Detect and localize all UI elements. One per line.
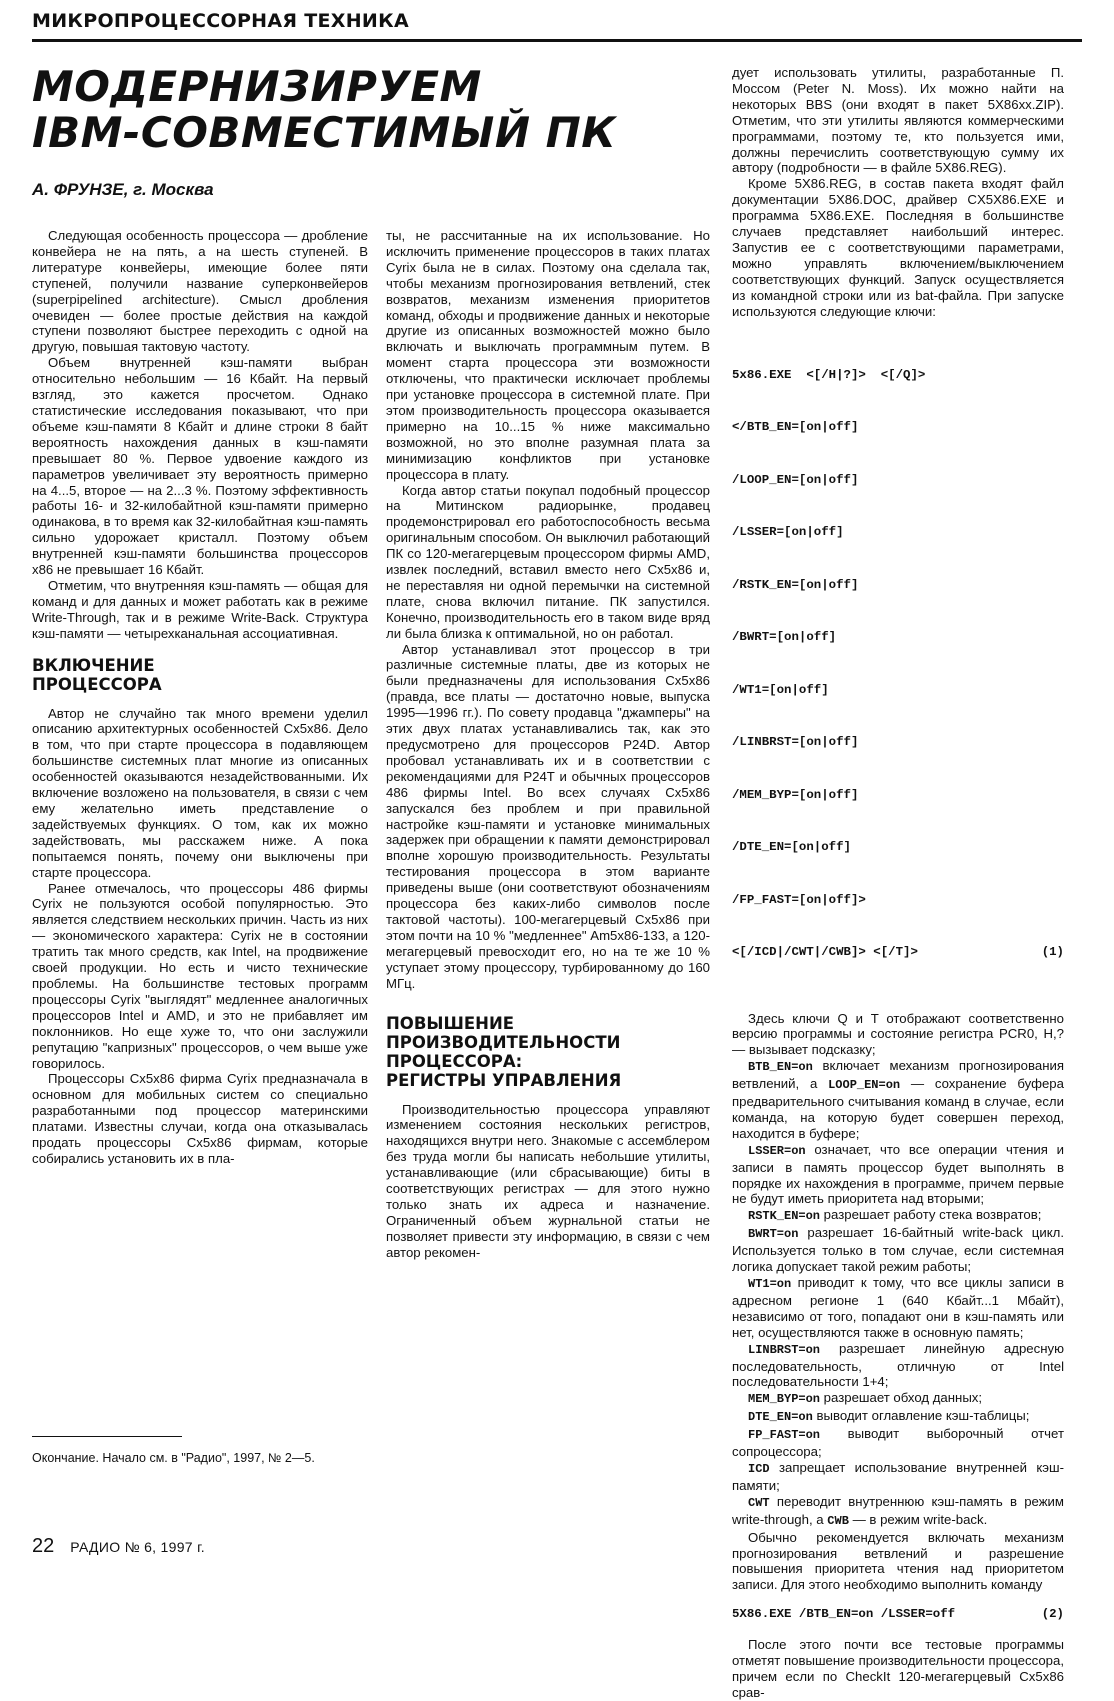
- page-header: [32, 10, 1082, 42]
- code-line: /LINBRST=[on|off]: [732, 735, 859, 749]
- paragraph: Автор не случайно так много времени уделил описанию архитектурных особенностей Cx5x86. Дело в том, что при старте процессора в подавляющем большинстве системных плат многие из описанных особенностей оказываются незадействованными. Их включение возложено на пользователя, в связи с чем ему желательно иметь представление о задействуемых функциях. О том, как их можно задействовать, мы расскажем ниже. А пока попытаемся понять, почему они выключены при старте процессора.: [32, 705, 368, 880]
- key-text: выводит оглавление кэш-таблицы;: [812, 1408, 1030, 1424]
- heading-line: ПРОИЗВОДИТЕЛЬНОСТИ: [386, 1032, 621, 1052]
- issue-label: РАДИО № 6, 1997 г.: [70, 1539, 205, 1555]
- key-description: [732, 1341, 1064, 1391]
- code-line: /FP_FAST=[on|off]>: [732, 892, 866, 907]
- key-text: запрещает использование внутренней кэш-памяти;: [732, 1459, 1064, 1493]
- footnote-rule: [32, 1436, 182, 1437]
- key-code: FP_FAST=on: [748, 1428, 821, 1443]
- code-line-numbered: [732, 944, 1064, 962]
- section-heading: [386, 1014, 710, 1090]
- code-line: /DTE_EN=[on|off]: [732, 840, 851, 854]
- code-line: /MEM_BYP=[on|off]: [732, 787, 859, 802]
- equation-number: (1): [1041, 945, 1064, 959]
- key-text: разрешает обход данных;: [820, 1390, 983, 1406]
- section-label: МИКРОПРОЦЕССОРНАЯ ТЕХНИКА: [32, 10, 409, 32]
- heading-line: РЕГИСТРЫ УПРАВЛЕНИЯ: [386, 1070, 622, 1090]
- paragraph: дует использовать утилиты, разработанные П. Моссом (Peter N. Moss). Их можно найти на некоторых BBS (они входят в пакет 5X86xx.ZIP). Отметим, что эти утилиты являются коммерческими программами, поэтому те, кто пользуется ими, должны перечислить соответствующую сумму их автору (подробности — в файле 5X86.REG).: [732, 65, 1064, 176]
- title-line-1: МОДЕРНИЗИРУЕМ: [32, 62, 482, 111]
- key-code: MEM_BYP=on: [748, 1392, 821, 1407]
- heading-line: ПОВЫШЕНИЕ: [386, 1013, 515, 1033]
- command-text: 5X86.EXE /BTB_EN=on /LSSER=off: [732, 1607, 956, 1622]
- code-line: 5x86.EXE <[/H|?]> <[/Q]>: [732, 367, 926, 382]
- code-line: </BTB_EN=[on|off]: [732, 420, 859, 434]
- key-description: [732, 1225, 1064, 1275]
- key-code: ICD: [748, 1461, 770, 1476]
- paragraph: После этого почти все тестовые программы отметят повышение производительности процессора, причем если по CheckIt 120-мегагерцевый Cx5x86 срав-: [732, 1637, 1064, 1700]
- code-line: /WT1=[on|off]: [732, 682, 829, 697]
- key-text: выводит выборочный отчет сопроцессора;: [732, 1426, 1064, 1460]
- equation-number: (2): [1041, 1607, 1064, 1622]
- key-description: [732, 1460, 1064, 1494]
- code-line: /RSTK_EN=[on|off]: [732, 577, 859, 592]
- key-text: переводит внутреннюю кэш-память в режим write-through, а: [732, 1493, 1064, 1527]
- key-code: RSTK_EN=on: [748, 1209, 821, 1224]
- key-description: [732, 1494, 1064, 1530]
- paragraph: Процессоры Cx5x86 фирма Cyrix предназначала в основном для мобильных систем со специально разработанными под процессор материнскими платами. Известны случаи, когда она отказывалась продать процессоры Cx5x86 фирмам, которые собирались установить их в пла-: [32, 1071, 368, 1166]
- code-line: <[/ICD|/CWT|/CWB]> <[/T]>: [732, 945, 918, 959]
- key-text: разрешает работу стека возвратов;: [820, 1207, 1042, 1223]
- key-description: [732, 1426, 1064, 1460]
- key-text: разрешает 16-байтный write-back цикл. Используется только в том случае, если системная логика допускает такой режим работы;: [732, 1225, 1064, 1275]
- byline: А. ФРУНЗЕ, г. Москва: [32, 180, 214, 199]
- key-code: CWB: [827, 1513, 849, 1528]
- key-code: WT1=on: [748, 1277, 792, 1291]
- key-description: [732, 1207, 1064, 1225]
- code-line: /LOOP_EN=[on|off]: [732, 472, 859, 487]
- key-text: — сохранение буфера предварительного считывания команд в случае, если команда, на которую будет совершен переход, находится в буфере;: [732, 1076, 1064, 1141]
- key-text: разрешает линейную адресную последовательность, отличную от Intel последовательности 1+4;: [732, 1340, 1064, 1390]
- key-code: LINBRST=on: [748, 1342, 821, 1357]
- key-text: включает механизм прогнозирования ветвлений, а: [732, 1058, 1064, 1092]
- heading-line: ПРОЦЕССОРА:: [386, 1051, 523, 1071]
- key-description: [732, 1390, 1064, 1408]
- column-1: [32, 228, 368, 1167]
- footnote: [32, 1436, 368, 1466]
- paragraph: Производительностью процессора управляют изменением состояния нескольких регистров, находящихся внутри него. Знакомые с ассемблером без труда могли бы написать небольшие утилиты, устанавливающие (или сбрасывающие) биты в соответствующих регистрах — для этого нужно только знать их адреса и назначение. Ограниченный объем журнальной статьи не позволяет привести эту информацию, в связи с чем автор рекомен-: [386, 1101, 710, 1260]
- paragraph: Автор устанавливал этот процессор в три различные системные платы, две из которых не были предназначены для использования Cx5x86 (правда, все платы — достаточно новые, выпуска 1995—1996 гг.). По совету продавца "джамперы" на этих двух платах устанавливались так, как это предусмотрено для процессоров P24D. Автор пробовал устанавливать их и в соответствии с рекомендациями для P24T и обычных процессоров 486 фирмы Intel. Во всех случаях Cx5x86 запускался без проблем и при правильной настройке кэш-памяти и установке минимальных задержек при обращении к памяти демонстрировал вполне хорошую производительность. Результаты тестирования процессора в этом варианте приведены выше (они соответствуют обозначениям процессора без каких-либо символов после тактовой частоты). 100-мегагерцевый Cx5x86 при этом почти на 10 % "медленнее" Am5x86-133, а 120-мегагерцевый превосходит его, но на те же 10 % уступает этому процессору, турбированному до 160 МГц.: [386, 641, 710, 991]
- paragraph: ты, не рассчитанные на их использование. Но исключить применение процессоров в таких платах Cyrix была не в силах. Поэтому она сделала так, чтобы механизм прогнозирования ветвлений, стек возвратов, механизм изменения приоритетов команд, обходы и продвижение данных и некоторые другие из описанных возможностей можно было включать и выключать программным путем. В момент старта процессора эти возможности отключены, что практически исключает проблемы при установке процессора в системной плате. При этом производительность процессора оказывается примерно на 10...15 % ниже максимально возможной, но это вполне разумная плата за минимизацию конфликтов при установке процессора в плату.: [386, 228, 710, 482]
- paragraph: Обычно рекомендуется включать механизм прогнозирования ветвлений и разрешение повышения приоритета чтения над приоритетом записи. Для этого необходимо выполнить команду: [732, 1529, 1064, 1593]
- paragraph: Когда автор статьи покупал подобный процессор на Митинском радиорынке, продавец продемонстрировал его работоспособность весьма оригинальным способом. Он выключил работающий ПК со 120-мегагерцевым процессором фирмы AMD, извлек последний, вставил вместо него Cx5x86 и, не переставляя ни одной перемычки на системной плате, снова включил питание. ПК запустился. Конечно, производительность его в таком виде вряд ли была близка к оптимальной, но он работал.: [386, 482, 710, 641]
- key-code: BTB_EN=on: [748, 1060, 813, 1075]
- header-rule: [32, 39, 1082, 42]
- key-description: [732, 1142, 1064, 1208]
- heading-line: ВКЛЮЧЕНИЕ: [32, 655, 155, 675]
- page-number: 22: [32, 1535, 55, 1557]
- column-2: [386, 228, 710, 1261]
- paragraph: Следующая особенность процессора — дробление конвейера не на пять, а на шесть ступеней. В литературе конвейеры, имеющие более пяти ступеней, получили название суперконвейеров (superpipelined architecture). Смысл дробления очевиден — более простые действия на каждой ступени позволяют быстрее переходить с одной на другую, повышая тактовую частоту.: [32, 228, 368, 355]
- key-description: [732, 1275, 1064, 1341]
- key-description: [732, 1408, 1064, 1426]
- key-text: означает, что все операции чтения и записи в память процессор будет выполнять в порядке их нахождения в программе, причем первые не будут иметь приоритета над вторыми;: [732, 1141, 1064, 1207]
- code-listing: [732, 332, 1064, 997]
- title-line-2: IBM-СОВМЕСТИМЫЙ ПК: [32, 108, 617, 157]
- key-code: DTE_EN=on: [748, 1410, 813, 1425]
- key-description: [732, 1058, 1064, 1142]
- key-text: — в режим write-back.: [848, 1511, 988, 1527]
- paragraph: Ранее отмечалось, что процессоры 486 фирмы Cyrix не пользуются особой популярностью. Это является следствием нескольких причин. Часть из них — экономического характера: Cyrix не в состоянии тратить так много средств, как Intel, на продвижение своей продукции. Но есть и чисто технические проблемы. На большинстве тестовых программ процессоры Cyrix "выглядят" медленнее аналогичных процессоров Intel и AMD, и это не прибавляет им поклонников. Но еще хуже то, что они заслужили репутацию "капризных" процессоров, о чем выше уже говорилось.: [32, 880, 368, 1071]
- key-code: CWT: [748, 1495, 770, 1510]
- command-line: [732, 1607, 1064, 1623]
- paragraph: Отметим, что внутренняя кэш-память — общая для команд и для данных и может работать как в режиме Write-Through, так и в режиме Write-Back. Структура кэш-памяти — четырехканальная ассоциативная.: [32, 577, 368, 641]
- key-code: LOOP_EN=on: [828, 1078, 901, 1093]
- code-line: /BWRT=[on|off]: [732, 630, 837, 644]
- footnote-text: Окончание. Начало см. в "Радио", 1997, № 2—5.: [32, 1451, 315, 1465]
- paragraph: Здесь ключи Q и T отображают соответственно версию программы и состояние регистра PCR0, H,? — вызывает подсказку;: [732, 1010, 1064, 1058]
- article-title: [32, 64, 692, 156]
- key-code: LSSER=on: [748, 1143, 806, 1158]
- key-code: BWRT=on: [748, 1227, 799, 1242]
- key-text: приводит к тому, что все циклы записи в адресном регионе 1 (640 Кбайт...1 Мбайт), независимо от того, попадают они в кэш-память или нет, осуществляются также в основную память;: [732, 1275, 1064, 1340]
- page-footer: [32, 1535, 205, 1558]
- heading-line: ПРОЦЕССОРА: [32, 674, 162, 694]
- paragraph: Кроме 5X86.REG, в состав пакета входят файл документации 5X86.DOC, драйвер CX5X86.EXE и программа 5X86.EXE. Последняя в большинстве случаев представляет наибольший интерес. Запустив ее с соответствующими параметрами, можно управлять включением/выключением соответствующих функций. Запуск осуществляется из командной строки или из bat-файла. При запуске используются следующие ключи:: [732, 176, 1064, 319]
- code-line: /LSSER=[on|off]: [732, 525, 844, 539]
- section-heading: [32, 656, 368, 694]
- column-3: [732, 65, 1064, 1701]
- paragraph: Объем внутренней кэш-памяти выбран относительно небольшим — 16 Кбайт. На первый взгляд, это кажется просчетом. Однако статистические исследования показывают, что при объеме кэш-памяти 8 Кбайт и длине строки 8 байт вероятность нахождения данных в кэш-памяти превышает 80 %. Первое удвоение каждого из параметров увеличивает эту вероятность примерно на 4...5, второе — на 2...3 %. Поэтому эффективность работы 16- и 32-килобайтной кэш-памяти примерно одинакова, в то время как 32-килобайтная кэш-память сильно удорожает кристалл. Поэтому объем внутренней кэш-памяти большинства процессоров x86 не превышает 16 Кбайт.: [32, 355, 368, 578]
